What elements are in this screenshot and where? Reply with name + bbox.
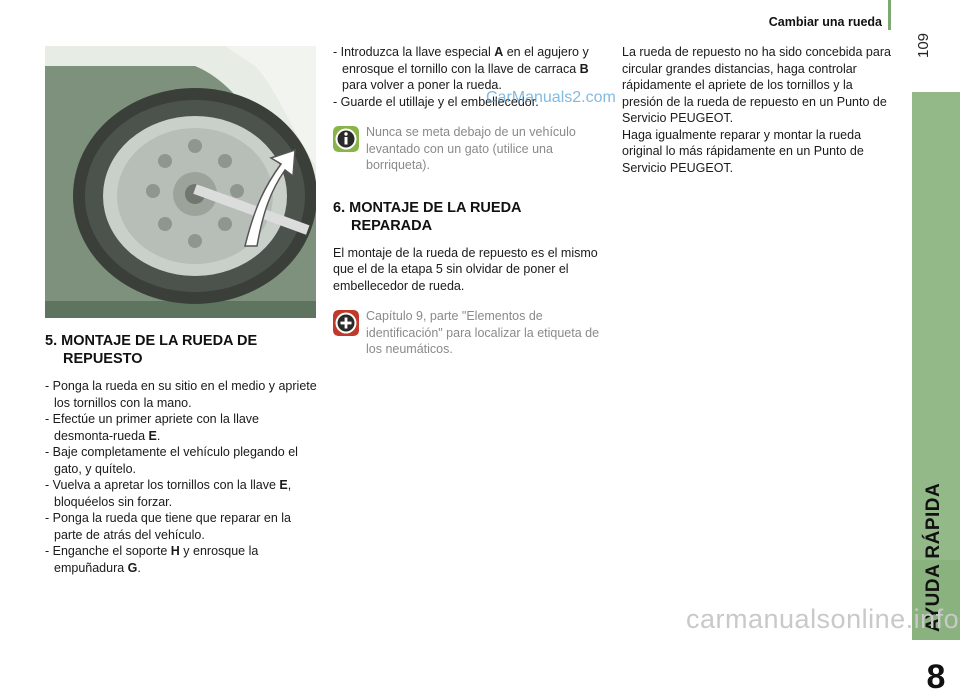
- section-5-heading: [45, 332, 320, 368]
- list-item: - Ponga la rueda que tiene que reparar en la parte de atrás del vehículo.: [45, 511, 292, 542]
- chapter-number: 8: [926, 658, 946, 696]
- list-item-text: - Efectúe un primer apriete con la llave desmonta-rueda: [45, 412, 259, 443]
- info-note-text: Nunca se meta debajo de un vehículo levantado con un gato (utilice una borriqueta).: [366, 125, 576, 172]
- list-item: [45, 411, 320, 444]
- list-item-text: .: [156, 428, 161, 443]
- list-item-text: , bloquéelos sin forzar.: [54, 478, 292, 509]
- info-note: [333, 124, 605, 174]
- wheel-removal-photo: [45, 46, 316, 318]
- list-item-text: en el agujero y enrosque el tornillo con la llave de carraca: [342, 45, 589, 76]
- section-5-heading-line1: 5. MONTAJE DE LA RUEDA DE: [45, 333, 258, 349]
- chapter-tab-title: AYUDA RÁPIDA: [923, 482, 944, 632]
- section-5-list: [45, 378, 320, 576]
- list-item-text: - Enganche el soporte: [45, 544, 171, 558]
- tool-letter: A: [494, 45, 504, 59]
- list-item: - Guarde el utillaje y el embellecedor.: [333, 94, 539, 109]
- tool-letter: G: [127, 560, 138, 575]
- chapter-side-tab: [912, 92, 960, 696]
- reference-note: [333, 308, 605, 358]
- tool-letter: B: [579, 61, 589, 76]
- tool-letter: E: [148, 428, 157, 443]
- list-item: - Ponga la rueda en su sitio en el medio y apriete los tornillos con la mano.: [45, 379, 317, 410]
- list-item-text: y enrosque la empuñadura: [54, 544, 259, 575]
- wheel-photo-illustration: [45, 46, 316, 318]
- plus-reference-icon: [333, 310, 359, 336]
- section-5-heading-line2: REPUESTO: [63, 351, 143, 367]
- list-item-text: - Introduzca la llave especial: [333, 45, 495, 59]
- section-5: [45, 332, 320, 576]
- reference-note-text: Capítulo 9, parte "Elementos de identificación" para localizar la etiqueta de los neumáticos.: [366, 309, 600, 356]
- list-item-text: para volver a poner la rueda.: [342, 78, 502, 92]
- list-item: - Baje completamente el vehículo plegando el gato, y quítelo.: [45, 445, 298, 476]
- list-item: [333, 44, 605, 94]
- list-item: [45, 477, 320, 510]
- section-6-body: El montaje de la rueda de repuesto es el mismo que el de la etapa 5 sin olvidar de poner el embellecedor de rueda.: [333, 245, 598, 293]
- column-3-paragraph-2: Haga igualmente reparar y montar la rueda original lo más rápidamente en un Punto de Servicio PEUGEOT.: [622, 127, 864, 175]
- list-item-text: .: [137, 560, 141, 575]
- column-3: [622, 44, 894, 176]
- column-3-paragraph-1: La rueda de repuesto no ha sido concebida para circular grandes distancias, haga controlar rápidamente el apriete de los tornillos y la presión de la rueda de repuesto en un Punto de Servicio PEUGEOT.: [622, 45, 891, 125]
- page-number: 109: [915, 32, 932, 58]
- info-icon: [333, 126, 359, 152]
- inline-watermark: CarManuals2.com: [486, 89, 616, 106]
- section-6-heading-line2: REPARADA: [351, 217, 433, 234]
- list-item-text: - Vuelva a apretar los tornillos con la llave: [45, 478, 280, 492]
- list-item: [45, 543, 320, 576]
- footer-watermark: carmanualsonline.info: [686, 604, 960, 634]
- header-divider: [888, 0, 891, 30]
- section-6-heading-line1: 6. MONTAJE DE LA RUEDA: [333, 199, 522, 216]
- page-header-title: Cambiar una rueda: [768, 15, 882, 29]
- section-6-heading: [333, 199, 605, 235]
- tool-letter: E: [279, 478, 288, 492]
- tool-letter: H: [170, 544, 180, 558]
